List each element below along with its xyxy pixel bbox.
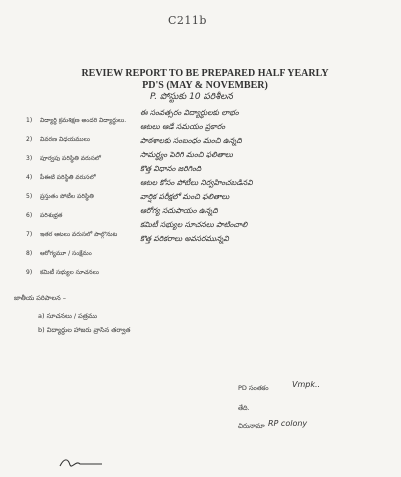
response-line: కొత్త విధానం జరిగింది [140, 164, 202, 173]
corner-note: C211b [168, 14, 207, 27]
checklist-item: 7) ఇతర ఆటలు వరుసలో పాల్గొనుట [26, 231, 118, 238]
checklist-item: 8) ఆరోగ్యమూ / సంక్షేమం [26, 250, 92, 257]
response-line: ఆటల కోసం పోటీలు నిర్వహించబడినవి [140, 178, 253, 187]
place-text: RP colony [268, 419, 308, 428]
checklist-item: 1) విద్యార్థి క్రమశిక్షణ అందరి విద్యార్థులు. [26, 117, 127, 124]
response-line: కొత్త పరికరాలు అవసరమున్నవి [140, 234, 229, 243]
report-title: REVIEW REPORT TO BE PREPARED HALF YEARLY [81, 68, 329, 79]
checklist-item: 3) పూర్వపు పరిస్థితి వరుసలో [26, 155, 101, 162]
checklist-item: 2) వివరణ విధయములు [26, 136, 90, 143]
sub-item: b) విద్యార్థుల హాజరు వ్రాసిన తర్వాత [38, 326, 131, 334]
place-label: చిరునామా [238, 422, 265, 430]
checklist-item: 9) కమిటీ సభ్యుల సూచనలు [26, 269, 99, 276]
pd-signature: Vmpk.. [292, 380, 321, 389]
pd-signature-label: PD సంతకం [238, 384, 269, 392]
response-line: ఈ సంవత్సరం విద్యార్థులకు లాభం [140, 108, 239, 117]
response-line: పాఠశాలకు సంబంధం మంచి ఉన్నది [140, 136, 242, 145]
checklist-item: 4) పీఈటి పరిస్థితి వరుసలో [26, 174, 96, 181]
post-heading: P. పోస్టుకు 10 పరిశీలన [150, 92, 233, 102]
checklist-item: 6) పరిశుభ్రత [26, 212, 63, 219]
report-subtitle: PD'S (MAY & NOVEMBER) [142, 80, 268, 91]
signature-scribble [58, 456, 104, 470]
sub-item: a) సూచనలు / పత్రము [38, 312, 97, 320]
section-heading: జాతీయ పరిపాలన – [14, 294, 66, 302]
response-line: ఆటలు ఆడే సమయం ప్రకారం [140, 122, 226, 131]
response-line: ఆరోగ్య సదుపాయం ఉన్నది [140, 206, 218, 215]
checklist [26, 117, 156, 288]
response-line: కమిటీ సభ్యుల సూచనలు పాటించాలి [140, 220, 248, 229]
checklist-item: 5) ప్రస్తుతం పోటీల పరిస్థితి [26, 193, 94, 200]
response-line: వార్షిక పరీక్షలో మంచి ఫలితాలు [140, 192, 230, 201]
date-label: తేది. [238, 404, 250, 412]
handwritten-responses [140, 106, 390, 246]
response-line: సామర్థ్యం పెరిగి మంచి ఫలితాలు [140, 150, 233, 159]
